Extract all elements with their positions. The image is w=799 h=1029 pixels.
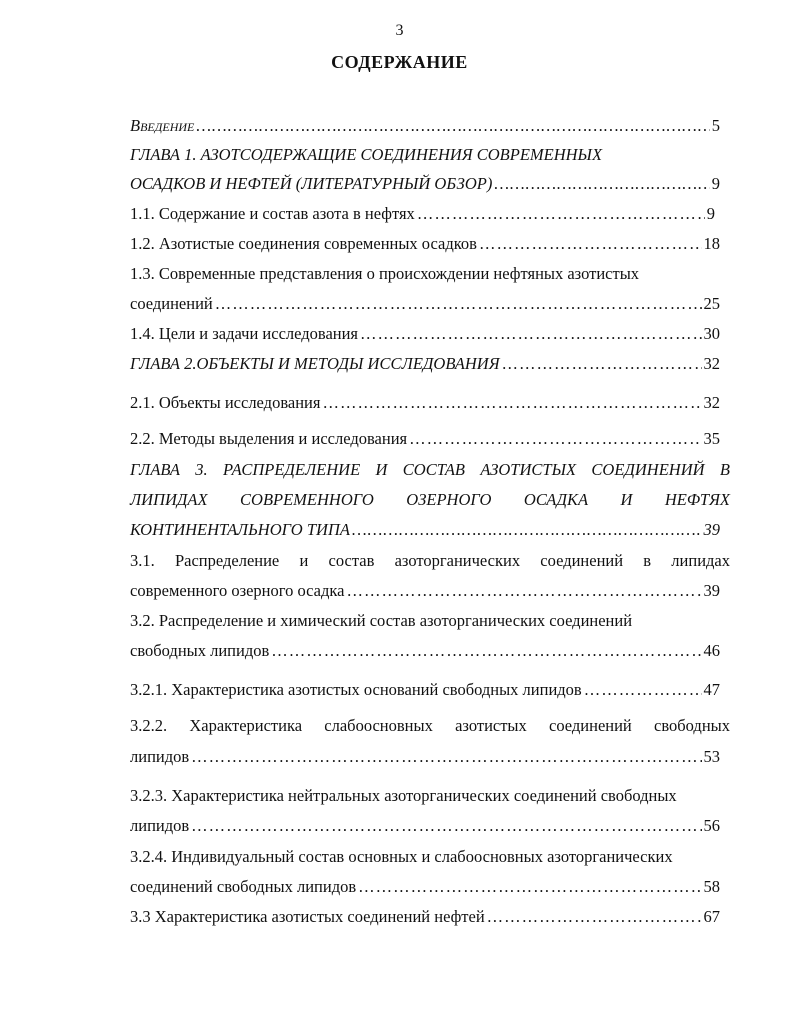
toc-entry-text: соединений	[130, 294, 213, 313]
toc-entry-1-1	[130, 202, 715, 226]
toc-entry-3-1-line-2	[130, 579, 720, 603]
toc-chapter-1-line-2	[130, 172, 720, 196]
dot-leader	[191, 745, 701, 769]
toc-entry-text: ГЛАВА 2.ОБЪЕКТЫ И МЕТОДЫ ИССЛЕДОВАНИЯ	[130, 354, 500, 373]
dot-leader	[347, 579, 702, 603]
toc-entry-text: 3.3 Характеристика азотистых соединений нефтей	[130, 907, 485, 926]
dot-leader	[322, 391, 701, 415]
toc-entry-text: 3.2.1. Характеристика азотистых оснований свободных липидов	[130, 680, 582, 699]
toc-page-number: 32	[703, 354, 720, 373]
toc-entry-3-2-1	[130, 678, 720, 702]
toc-page-number: 47	[703, 680, 720, 699]
toc-chapter-1-line-1: ГЛАВА 1. АЗОТСОДЕРЖАЩИЕ СОЕДИНЕНИЯ СОВРЕМЕННЫХ	[130, 145, 603, 164]
toc-entry-text: КОНТИНЕНТАЛЬНОГО ТИПА	[130, 520, 350, 539]
toc-entry-text: соединений свободных липидов	[130, 877, 357, 896]
toc-entry-2-1	[130, 391, 720, 415]
toc-entry-text: 2.2. Методы выделения и исследования	[130, 429, 408, 448]
toc-page-number: 25	[703, 294, 720, 313]
toc-page-number: 39	[703, 520, 720, 539]
toc-page-number: 32	[703, 393, 720, 412]
dot-leader	[502, 352, 702, 376]
dot-leader	[584, 678, 702, 702]
toc-page-number: 30	[703, 324, 720, 343]
dot-leader	[360, 322, 701, 346]
dot-leader	[479, 232, 702, 256]
toc-entry-1-2	[130, 232, 720, 256]
page-title: СОДЕРЖАНИЕ	[331, 52, 468, 72]
toc-entry-3-2-2-line-1: 3.2.2. Характеристика слабоосновных азотистых соединений свободных	[130, 716, 730, 735]
toc-entry-text: современного озерного осадка	[130, 581, 345, 600]
dot-leader	[191, 814, 701, 838]
toc-entry-text: свободных липидов	[130, 641, 270, 660]
toc-entry-text: 2.1. Объекты исследования	[130, 393, 321, 412]
toc-page-number: 35	[703, 429, 720, 448]
toc-chapter-3-line-3	[130, 518, 720, 542]
toc-entry-1-3-line-1: 1.3. Современные представления о происхождении нефтяных азотистых	[130, 264, 640, 283]
toc-entry-text: липидов	[130, 816, 190, 835]
toc-chapter-3-line-2: ЛИПИДАХ СОВРЕМЕННОГО ОЗЕРНОГО ОСАДКА И НЕФТЯХ	[130, 490, 730, 509]
toc-entry-3-2-3-line-1: 3.2.3. Характеристика нейтральных азоторганических соединений свободных	[130, 786, 677, 805]
toc-entry-text: 1.1. Содержание и состав азота в нефтях	[130, 204, 415, 223]
toc-entry-3-2-2-line-2	[130, 745, 720, 769]
toc-chapter-3-line-1: ГЛАВА 3. РАСПРЕДЕЛЕНИЕ И СОСТАВ АЗОТИСТЫХ СОЕДИНЕНИЙ В	[130, 460, 730, 479]
dot-leader	[271, 639, 701, 663]
toc-entry-2-2	[130, 427, 720, 451]
toc-entry-1-3-line-2	[130, 292, 720, 316]
toc-entry-3-2-4-line-2	[130, 875, 720, 899]
toc-page-number: 39	[703, 581, 720, 600]
dot-leader	[494, 172, 709, 196]
dot-leader	[196, 114, 709, 138]
toc-entry-3-2-line-1: 3.2. Распределение и химический состав азоторганических соединений	[130, 611, 633, 630]
toc-chapter-2	[130, 352, 720, 376]
toc-page-number: 58	[703, 877, 720, 896]
page-number: 3	[395, 22, 404, 39]
dot-leader	[352, 518, 702, 542]
toc-entry-text: 1.2. Азотистые соединения современных осадков	[130, 234, 477, 253]
dot-leader	[358, 875, 701, 899]
toc-page-number: 53	[703, 747, 720, 766]
toc-entry-text: липидов	[130, 747, 190, 766]
toc-entry-text: Введение	[130, 116, 195, 135]
toc-entry-1-4	[130, 322, 720, 346]
toc-entry-3-3	[130, 905, 720, 929]
dot-leader	[487, 905, 702, 929]
toc-entry-text: 1.4. Цели и задачи исследования	[130, 324, 359, 343]
toc-page-number: 9	[711, 174, 720, 193]
toc-entry-3-2-line-2	[130, 639, 720, 663]
toc-page-number: 9	[706, 204, 715, 223]
toc-page-number: 46	[703, 641, 720, 660]
toc-page-number: 5	[711, 116, 720, 135]
toc-page-number: 56	[703, 816, 720, 835]
dot-leader	[409, 427, 701, 451]
toc-entry-3-2-3-line-2	[130, 814, 720, 838]
toc-entry-3-1-line-1: 3.1. Распределение и состав азоторганических соединений в липидах	[130, 551, 730, 570]
toc-entry-3-2-4-line-1: 3.2.4. Индивидуальный состав основных и слабоосновных азоторганических	[130, 847, 673, 866]
dot-leader	[215, 292, 702, 316]
dot-leader	[417, 202, 705, 226]
toc-page-number: 18	[703, 234, 720, 253]
toc-entry-introduction	[130, 114, 720, 138]
toc-page-number: 67	[703, 907, 720, 926]
toc-entry-text: ОСАДКОВ И НЕФТЕЙ (ЛИТЕРАТУРНЫЙ ОБЗОР)	[130, 174, 493, 193]
